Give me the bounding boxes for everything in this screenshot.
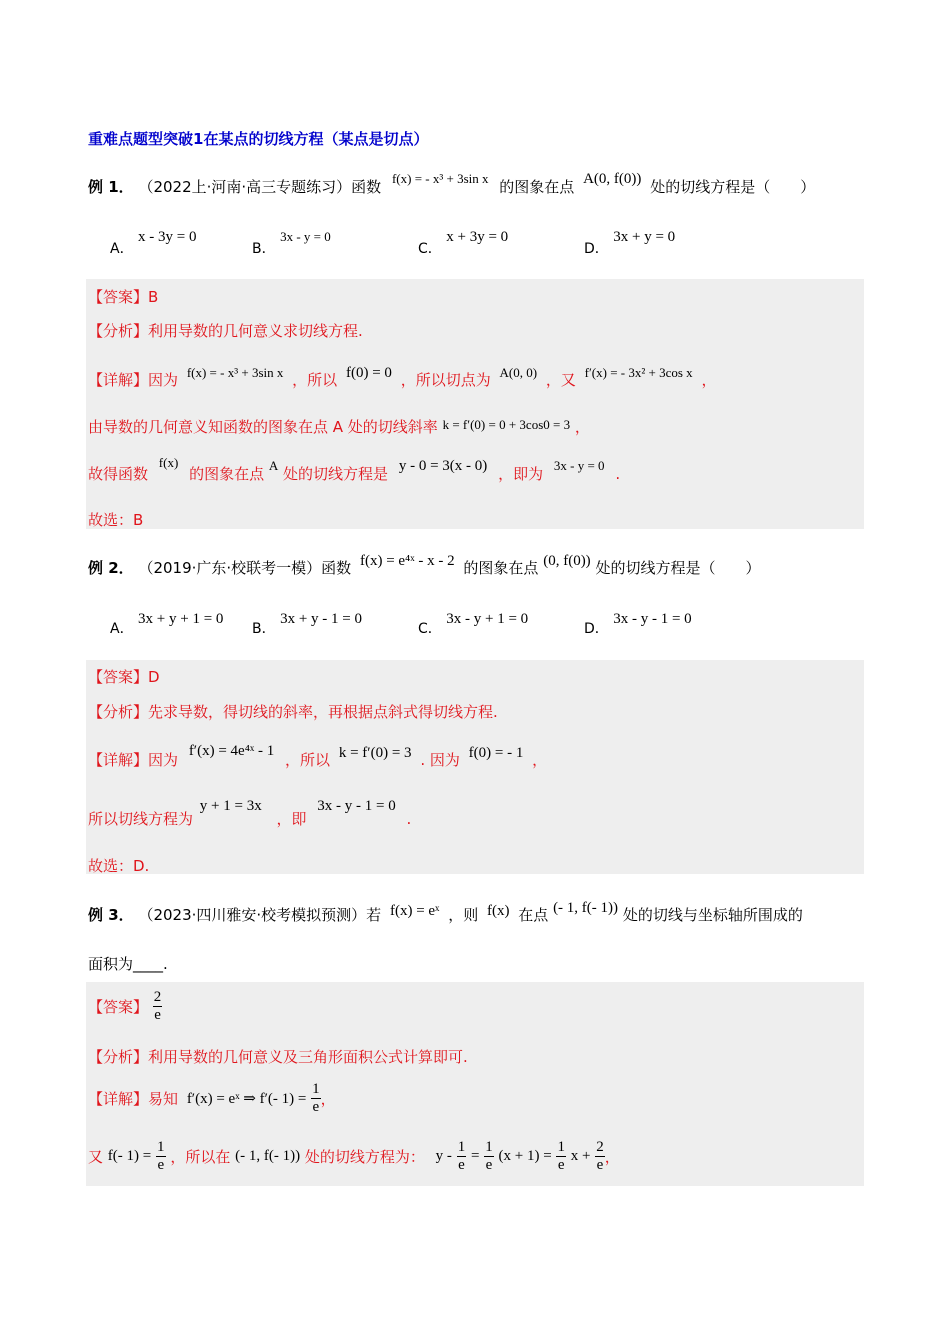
detail-math: 3x - y - 1 = 0 <box>317 798 396 814</box>
example-2-option-a[interactable] <box>110 611 224 638</box>
option-letter: D． <box>584 621 609 637</box>
analysis-tag: 【分析】 <box>88 703 149 721</box>
example-2-option-b[interactable] <box>252 611 362 638</box>
example-3-function-2: f(x) <box>486 903 510 919</box>
detail-fraction <box>156 1140 166 1173</box>
detail-math: A <box>268 458 279 473</box>
detail-math: f(x) = - x³ + 3sin x <box>186 365 284 380</box>
example-2-question <box>88 553 761 578</box>
example-2-mid: 的图象在点 <box>463 559 539 577</box>
detail-text: ，所以切点为 <box>400 371 491 389</box>
example-1-function: f(x) = - x³ + 3sin x <box>391 171 489 186</box>
detail-math: f(x) <box>158 455 179 470</box>
detail-fraction <box>595 1140 605 1173</box>
example-1-label: 例 1． <box>88 178 134 196</box>
detail-math: f(0) = 0 <box>345 365 392 381</box>
fraction-numerator: 1 <box>312 1081 320 1097</box>
detail-text: ，所以 <box>292 371 338 389</box>
detail-text: . <box>406 810 412 828</box>
fraction-numerator: 1 <box>157 1139 165 1155</box>
detail-math: A(0, 0) <box>499 365 538 380</box>
example-2-source: （2019·广东·校联考一模）函数 <box>138 559 352 577</box>
example-1-option-d[interactable] <box>584 229 676 258</box>
example-1-tail: 处的切线方程是（ ） <box>650 178 816 196</box>
answer-tag: 【答案】 <box>88 998 149 1016</box>
example-1-mid: 的图象在点 <box>499 178 575 196</box>
example-1-solution-box <box>86 279 864 529</box>
example-2-option-c[interactable] <box>418 611 529 638</box>
detail-text: 故得函数 <box>88 465 149 483</box>
fraction-denominator: e <box>157 1157 165 1173</box>
detail-math: x + <box>570 1148 591 1164</box>
detail-math: (x + 1) = <box>498 1148 552 1164</box>
answer-tag: 【答案】 <box>88 668 149 686</box>
detail-text: 处的切线方程为： <box>304 1148 425 1166</box>
fraction-numerator: 1 <box>485 1139 493 1155</box>
option-expr: 3x + y + 1 = 0 <box>138 611 224 627</box>
option-expr: 3x - y - 1 = 0 <box>613 611 692 627</box>
example-1-question <box>88 171 816 197</box>
fraction-numerator: 1 <box>557 1139 565 1155</box>
analysis-text: 利用导数的几何意义求切线方程. <box>148 322 363 340</box>
example-2-tail: 处的切线方程是（ ） <box>595 559 761 577</box>
example-2-function: f(x) = e⁴ˣ - x - 2 <box>359 553 455 569</box>
example-1-detail-line-2 <box>88 416 590 437</box>
detail-tag: 【详解】 <box>88 1090 149 1108</box>
example-3-point: (- 1, f(- 1)) <box>553 900 619 916</box>
analysis-tag: 【分析】 <box>88 1048 149 1066</box>
fraction-numerator: 2 <box>153 989 162 1005</box>
example-3-source: （2023·四川雅安·校考模拟预测）若 <box>138 906 382 924</box>
detail-math: f(0) = - 1 <box>468 745 524 761</box>
answer-value: D <box>148 668 160 686</box>
detail-text: ，所以 <box>285 751 331 769</box>
option-expr: x + 3y = 0 <box>446 229 509 245</box>
option-expr: 3x + y - 1 = 0 <box>280 611 362 627</box>
detail-math: 3x - y = 0 <box>553 458 605 473</box>
example-3-detail-line-2 <box>88 1140 620 1173</box>
analysis-tag: 【分析】 <box>88 322 149 340</box>
detail-math: f′(x) = - 3x² + 3cos x <box>584 365 693 380</box>
option-letter: C． <box>418 241 442 257</box>
fraction-denominator: e <box>485 1157 493 1173</box>
example-2-analysis <box>88 701 498 722</box>
detail-text: ，所以在 <box>170 1148 231 1166</box>
detail-text: . 因为 <box>420 751 460 769</box>
example-2-answer <box>88 666 160 687</box>
example-3-question-line-2: 面积为____. <box>88 955 168 973</box>
example-1-point: A(0, f(0)) <box>583 171 642 187</box>
fraction-denominator: e <box>458 1157 465 1173</box>
detail-text: . <box>615 465 621 483</box>
example-3-mid: ，则 <box>448 906 479 924</box>
option-letter: C． <box>418 621 442 637</box>
example-1-analysis <box>88 320 363 341</box>
detail-text: 又 <box>88 1148 104 1166</box>
example-1-option-c[interactable] <box>418 229 509 258</box>
example-1-detail-line-1 <box>88 365 717 390</box>
option-letter: D． <box>584 241 609 257</box>
analysis-text: 利用导数的几何意义及三角形面积公式计算即可. <box>148 1048 468 1066</box>
example-3-mid-2: 在点 <box>518 906 549 924</box>
detail-text: ， <box>604 1148 620 1166</box>
example-3-detail-line-1 <box>88 1082 336 1115</box>
fraction-numerator: 1 <box>457 1139 466 1155</box>
example-1-detail-line-3 <box>88 455 621 484</box>
detail-math: y - 0 = 3(x - 0) <box>398 458 488 474</box>
detail-fraction <box>457 1140 467 1173</box>
detail-text: 处的切线方程是 <box>283 465 389 483</box>
fraction-denominator: e <box>312 1099 320 1115</box>
detail-math: y - <box>435 1148 452 1164</box>
detail-text: ，即 <box>276 810 307 828</box>
detail-math: (- 1, f(- 1)) <box>235 1148 301 1164</box>
example-2-choice: 故选：D. <box>88 857 150 875</box>
detail-math: = <box>470 1148 480 1164</box>
detail-text: 因为 <box>148 751 179 769</box>
detail-text: 易知 <box>148 1090 179 1108</box>
detail-math: f(- 1) = <box>107 1148 152 1164</box>
example-3-question <box>88 900 803 925</box>
example-2-point: (0, f(0)) <box>543 553 591 569</box>
example-3-analysis <box>88 1046 468 1067</box>
example-2-label: 例 2． <box>88 559 134 577</box>
detail-math: k = f′(0) = 0 + 3cos0 = 3 <box>442 417 571 432</box>
detail-math: f′(x) = eˣ ⇒ f′(- 1) = <box>186 1091 307 1107</box>
fraction-numerator: 2 <box>596 1139 604 1155</box>
example-3-tail: 处的切线与坐标轴所围成的 <box>622 906 803 924</box>
option-expr: 3x + y = 0 <box>613 229 676 245</box>
answer-fraction <box>153 990 163 1023</box>
example-2-option-d[interactable] <box>584 611 692 638</box>
detail-math: k = f′(0) = 3 <box>338 745 412 761</box>
detail-text: ， <box>532 751 548 769</box>
example-3-label: 例 3． <box>88 906 134 924</box>
answer-value: B <box>148 288 159 306</box>
detail-text: 所以切线方程为 <box>88 810 194 828</box>
detail-fraction <box>311 1082 321 1115</box>
detail-text: 由导数的几何意义知函数的图象在点 A 处的切线斜率 <box>88 418 438 436</box>
example-2-detail-line-1 <box>88 743 548 770</box>
detail-text: ， <box>701 371 717 389</box>
example-3-answer <box>88 990 162 1023</box>
example-1-option-b[interactable] <box>252 229 331 258</box>
option-expr: 3x - y = 0 <box>280 229 331 244</box>
detail-text: 因为 <box>148 371 179 389</box>
detail-text: ，又 <box>545 371 576 389</box>
analysis-text: 先求导数，得切线的斜率，再根据点斜式得切线方程. <box>148 703 498 721</box>
detail-fraction <box>556 1140 566 1173</box>
detail-fraction <box>484 1140 494 1173</box>
example-2-detail-line-2 <box>88 798 412 829</box>
option-letter: B． <box>252 621 276 637</box>
detail-text: ，即为 <box>498 465 544 483</box>
fraction-denominator: e <box>557 1157 565 1173</box>
example-1-choice: 故选：B <box>88 511 144 529</box>
detail-text: ， <box>320 1090 336 1108</box>
detail-text: ， <box>574 418 590 436</box>
example-1-source: （2022上·河南·高三专题练习）函数 <box>138 178 382 196</box>
example-1-answer <box>88 286 158 307</box>
option-letter: A． <box>110 241 134 257</box>
detail-text: 的图象在点 <box>189 465 265 483</box>
option-letter: A． <box>110 621 134 637</box>
option-expr: x - 3y = 0 <box>138 229 197 245</box>
option-letter: B． <box>252 241 276 257</box>
fraction-denominator: e <box>596 1157 604 1173</box>
detail-tag: 【详解】 <box>88 371 149 389</box>
answer-tag: 【答案】 <box>88 288 149 306</box>
detail-tag: 【详解】 <box>88 751 149 769</box>
example-3-function: f(x) = eˣ <box>389 903 440 919</box>
option-expr: 3x - y + 1 = 0 <box>446 611 529 627</box>
section-heading: 重难点题型突破1在某点的切线方程（某点是切点） <box>88 130 429 148</box>
fraction-denominator: e <box>154 1007 161 1023</box>
detail-math: y + 1 = 3x <box>199 798 262 814</box>
detail-math: f′(x) = 4e⁴ˣ - 1 <box>188 743 275 759</box>
example-1-option-a[interactable] <box>110 229 197 258</box>
